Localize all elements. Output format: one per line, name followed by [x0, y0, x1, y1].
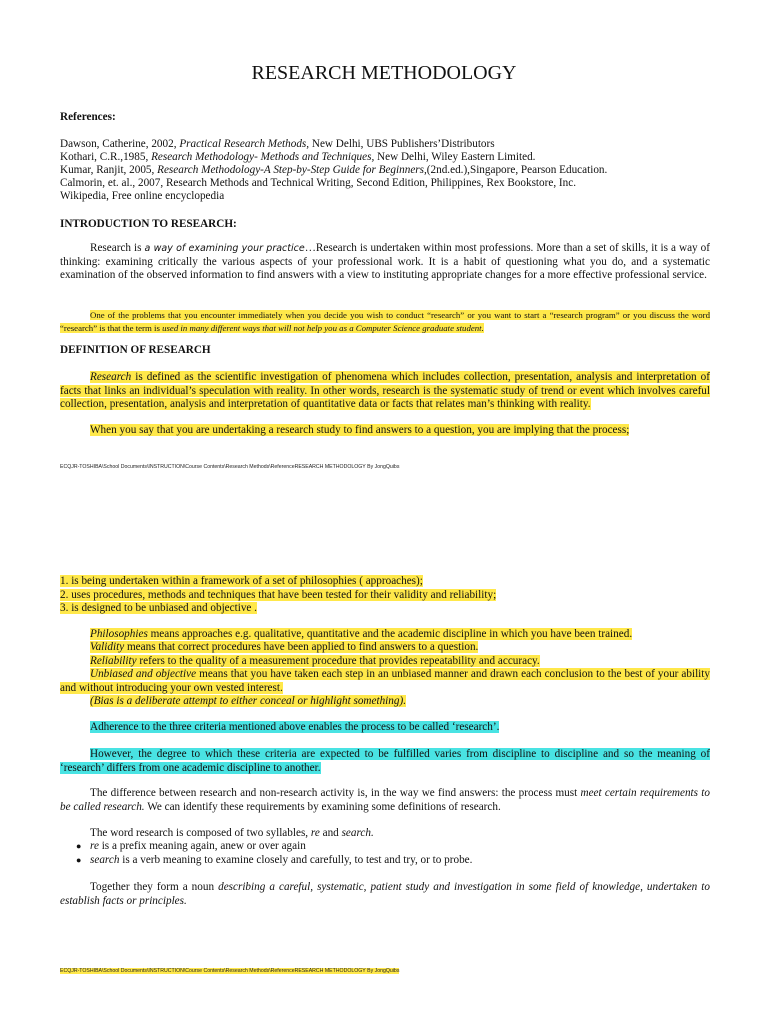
- reference-item: Wikipedia, Free online encyclopedia: [60, 190, 225, 202]
- definition-process-paragraph: When you say that you are undertaking a research study to find answers to a question, you are implying that the process;: [90, 424, 630, 436]
- references-heading: References:: [60, 111, 116, 123]
- criteria-item: 3. is designed to be unbiased and objective .: [60, 602, 257, 614]
- criteria-item: 1. is being undertaken within a framework of a set of philosophies ( approaches);: [60, 575, 423, 587]
- bullet-dot: ●: [76, 855, 82, 865]
- definition-heading: DEFINITION OF RESEARCH: [60, 344, 211, 356]
- criteria-item: 2. uses procedures, methods and techniques that have been tested for their validity and reliability;: [60, 589, 497, 601]
- word-composition: The word research is composed of two syllables, re and search.: [90, 827, 374, 839]
- bullet-item: re is a prefix meaning again, anew or over again: [90, 840, 306, 852]
- noun-definition: Together they form a noun describing a careful, systematic, patient study and investigation in some field of knowledge, undertaken to establish facts or principles.: [60, 881, 710, 907]
- intro-problem-paragraph: One of the problems that you encounter immediately when you decide you wish to conduct “research” or you want to start a “research program” or you discuss the word “research” is that the term is used in many different ways that will not help you as a Computer Science graduate student.: [60, 310, 710, 333]
- difference-paragraph: The difference between research and non-research activity is, in the way we find answers: the process must meet certain requirements to be called research. We can identify these requirements by examining some definitions of research.: [60, 787, 710, 813]
- reference-item: Dawson, Catherine, 2002, Practical Research Methods, New Delhi, UBS Publishers’Distributors: [60, 138, 495, 150]
- footer-path: ECQJR-TOSHIBA\School Documents\INSTRUCTION\Course Contents\Research Methods\ReferenceRESEARCH METHODOLOGY By JongQuibs: [60, 464, 400, 470]
- bullet-dot: ●: [76, 841, 82, 851]
- footer-path: ECQJR-TOSHIBA\School Documents\INSTRUCTION\Course Contents\Research Methods\ReferenceRESEARCH METHODOLOGY By JongQuibs: [60, 968, 400, 974]
- term-definition: Philosophies means approaches e.g. qualitative, quantitative and the academic discipline in which you have been trained.: [90, 628, 633, 640]
- reference-item: Kothari, C.R.,1985, Research Methodology- Methods and Techniques, New Delhi, Wiley Eastern Limited.: [60, 151, 536, 163]
- adherence-note: Adherence to the three criteria mentioned above enables the process to be called ‘research’.: [90, 721, 500, 733]
- reference-item: Kumar, Ranjit, 2005, Research Methodology-A Step-by-Step Guide for Beginners,(2nd.ed.),Singapore, Pearson Education.: [60, 164, 608, 176]
- term-definition: Unbiased and objective means that you have taken each step in an unbiased manner and drawn each conclusion to the best of your ability and without introducing your own vested interest.: [60, 668, 710, 694]
- page-title: RESEARCH METHODOLOGY: [251, 62, 517, 84]
- however-paragraph: However, the degree to which these criteria are expected to be fulfilled varies from discipline to discipline and so the meaning of ‘research’ differs from one academic discipline to another.: [60, 748, 710, 774]
- bullet-item: search is a verb meaning to examine closely and carefully, to test and try, or to probe.: [90, 854, 473, 866]
- intro-heading: INTRODUCTION TO RESEARCH:: [60, 218, 237, 230]
- definition-paragraph: Research is defined as the scientific investigation of phenomena which includes collection, presentation, analysis and interpretation of facts that links an individual’s speculation with reality. In other words, research is the systematic study of trend or event which involves careful collection, presentation, analysis and interpretation of quantitative data or facts that relates man’s thinking with reality.: [60, 371, 710, 411]
- term-definition: Reliability refers to the quality of a measurement procedure that provides repeatability and accuracy.: [90, 655, 540, 667]
- intro-paragraph: Research is a way of examining your practice…Research is undertaken within most professions. More than a set of skills, it is a way of thinking: examining critically the various aspects of your professional work. It is a habit of questioning what you do, and a systematic examination of the observed information to find answers with a view to instituting appropriate changes for a more effective professional service.: [60, 242, 711, 282]
- bias-note: (Bias is a deliberate attempt to either conceal or highlight something).: [90, 695, 406, 707]
- reference-item: Calmorin, et. al., 2007, Research Methods and Technical Writing, Second Edition, Philippines, Rex Bookstore, Inc.: [60, 177, 576, 189]
- term-definition: Validity means that correct procedures have been applied to find answers to a question.: [90, 641, 479, 653]
